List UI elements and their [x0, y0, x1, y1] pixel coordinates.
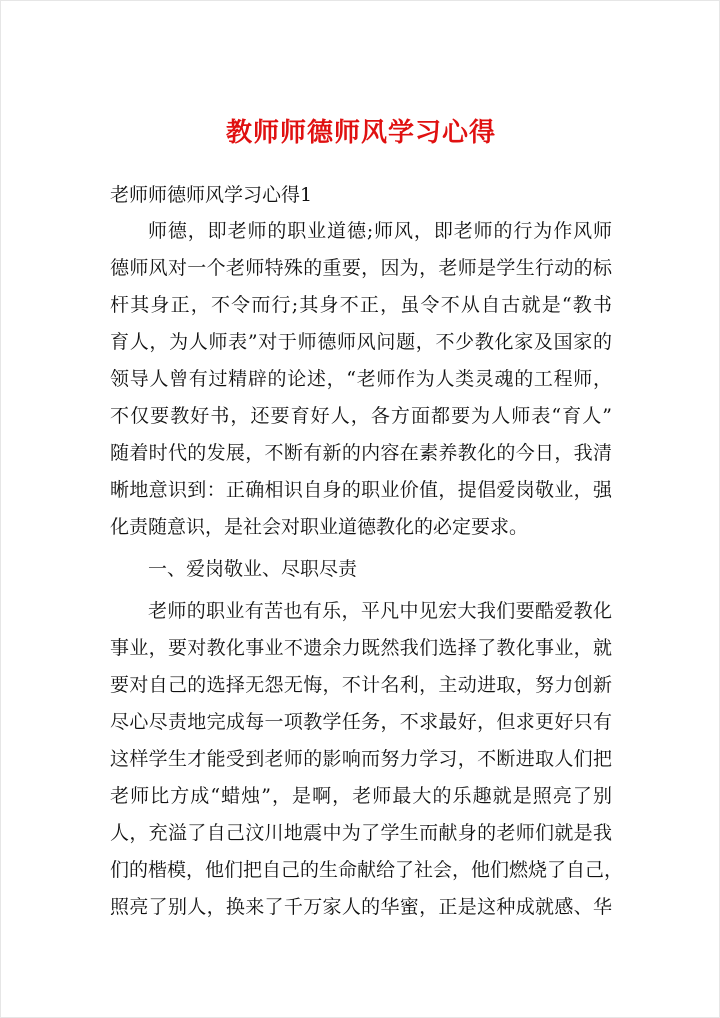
- document-subtitle: 老师师德师风学习心得1: [110, 184, 313, 206]
- paragraph-line: 随着时代的发展，不断有新的内容在素养教化的今日，我清: [110, 442, 612, 464]
- paragraph-line: 领导人曾有过精辟的论述，“老师作为人类灵魂的工程师，: [110, 368, 612, 390]
- paragraph-line: 照亮了别人，换来了千万家人的华蜜，正是这种成就感、华: [110, 896, 612, 918]
- paragraph-line: 德师风对一个老师特殊的重要，因为，老师是学生行动的标: [110, 257, 612, 279]
- paragraph-line: 不仅要教好书，还要育好人，各方面都要为人师表“育人”: [110, 405, 612, 427]
- section-heading: 一、爱岗敬业、尽职尽责: [148, 558, 358, 580]
- paragraph-line: 们的楷模，他们把自己的生命献给了社会，他们燃烧了自己，: [110, 859, 624, 881]
- paragraph-line: 化责随意识，是社会对职业道德教化的必定要求。: [110, 516, 529, 538]
- paragraph-line: 老师比方成“蜡烛”，是啊，老师最大的乐趣就是照亮了别: [110, 785, 612, 807]
- paragraph-line: 育人，为人师表”对于师德师风问题，不少教化家及国家的: [110, 331, 612, 353]
- paragraph-line: 要对自己的选择无怨无悔，不计名利，主动进取，努力创新: [110, 674, 612, 696]
- paragraph-line: 事业，要对教化事业不遗余力既然我们选择了教化事业，就: [110, 637, 612, 659]
- paragraph-line: 人，充溢了自己汶川地震中为了学生而献身的老师们就是我: [110, 822, 612, 844]
- document-title: 教师师德师风学习心得: [225, 118, 496, 148]
- paragraph-line: 师德，即老师的职业道德;师风，即老师的行为作风师: [148, 220, 612, 242]
- paragraph-line: 这样学生才能受到老师的影响而努力学习，不断进取人们把: [110, 748, 612, 770]
- paragraph-line: 尽心尽责地完成每一项教学任务，不求最好，但求更好只有: [110, 711, 612, 733]
- paragraph-line: 晰地意识到：正确相识自身的职业价值，提倡爱岗敬业，强: [110, 479, 612, 501]
- paragraph-line: 杆其身正，不令而行;其身不正，虽令不从自古就是“教书: [110, 294, 612, 316]
- paragraph-line: 老师的职业有苦也有乐，平凡中见宏大我们要酷爱教化: [148, 600, 612, 622]
